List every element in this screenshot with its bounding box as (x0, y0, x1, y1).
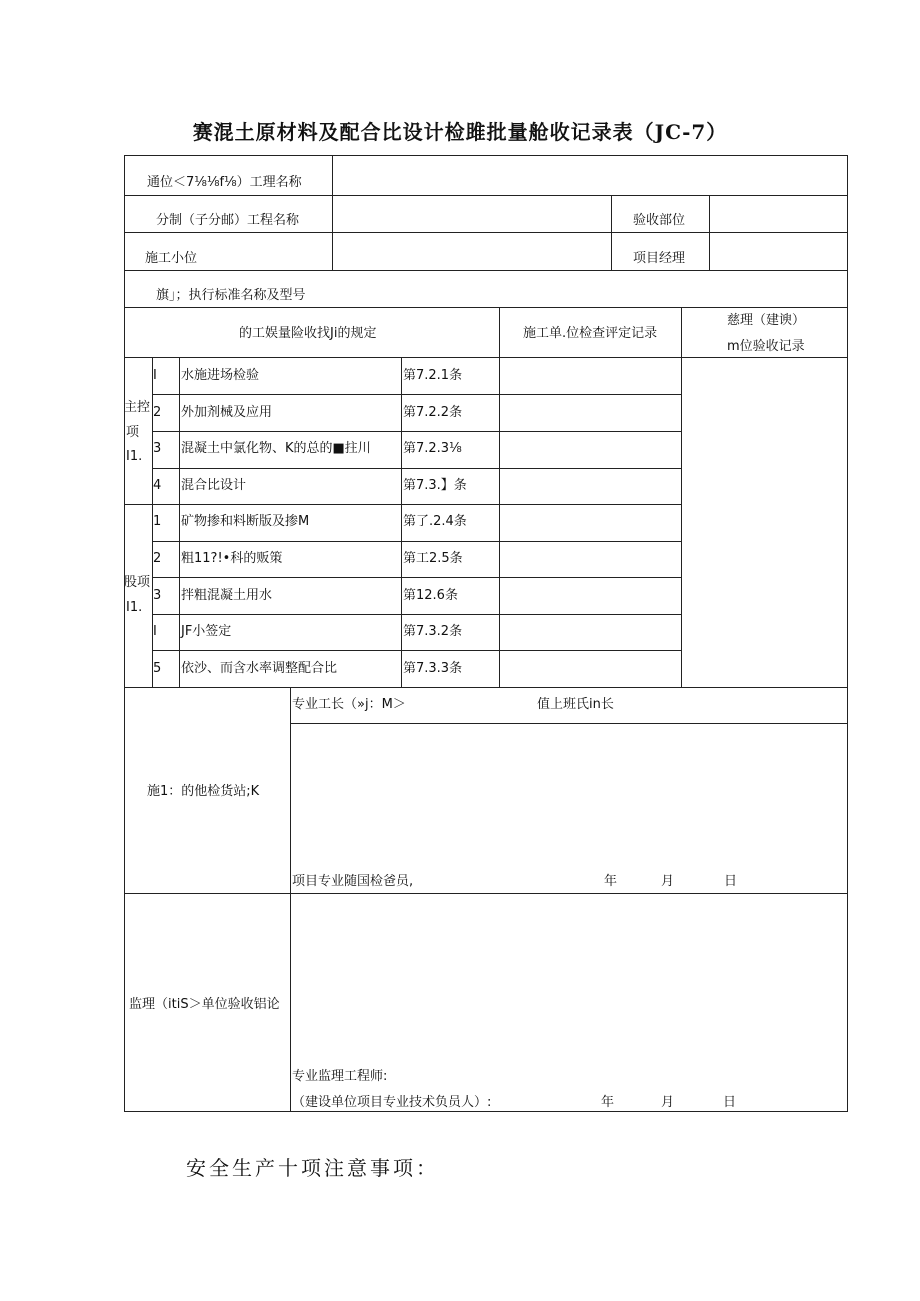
row-rule (124, 195, 848, 196)
supervision-header-line2: m位验收记录 (727, 339, 805, 354)
item-number: 3 (153, 588, 162, 603)
item-name: 矿物掺和料断版及掺M (181, 514, 310, 529)
row-rule (152, 541, 682, 542)
item-number: 3 (153, 441, 162, 456)
foreman-label: 专业工长（»j：M＞ (292, 697, 406, 712)
supervision-month: 月 (661, 1095, 675, 1110)
main-control-label: 项 (126, 425, 140, 440)
item-clause: 第7.3.2条 (403, 624, 463, 639)
inspection-form-table (124, 155, 848, 1112)
sub-project-label: 分制（子分邮）工程名称 (156, 213, 300, 228)
row-rule (124, 687, 848, 688)
supervision-engineer-label: 专业监理工程师: (292, 1069, 388, 1084)
row-rule (290, 723, 848, 724)
item-number: I (153, 624, 157, 639)
item-name: 拌粗混凝土用水 (181, 588, 273, 603)
row-rule (152, 577, 682, 578)
table-border-right (847, 155, 848, 1112)
item-clause: 第工2.5条 (403, 551, 463, 566)
row-rule (152, 650, 682, 651)
construction-result-label: 施1：的他检货站;K (147, 784, 260, 799)
row-rule (124, 270, 848, 271)
col-rule (332, 232, 333, 270)
main-control-label: 主控 (124, 400, 151, 415)
construction-year: 年 (604, 874, 618, 889)
spec-header: 的工娱量险收找Ji的规定 (239, 326, 377, 341)
supervision-header-line1: 慈理（建谀） (727, 313, 806, 328)
col-rule (681, 307, 682, 687)
item-number: 4 (153, 478, 162, 493)
item-number: 5 (153, 661, 162, 676)
row-rule (124, 357, 848, 358)
owner-representative-label: （建设单位项目专业技术负员人）: (292, 1095, 492, 1110)
col-rule (290, 687, 291, 1112)
row-rule (152, 431, 682, 432)
col-rule (332, 155, 333, 232)
row-rule (124, 232, 848, 233)
construction-day: 日 (724, 874, 738, 889)
col-rule (499, 357, 500, 687)
item-name: 外加剂械及应用 (181, 405, 273, 420)
col-rule (179, 357, 180, 687)
item-name: 混合比设计 (181, 478, 247, 493)
col-rule (709, 195, 710, 270)
construction-check-header: 施工单.位检查评定记录 (523, 326, 658, 341)
item-name: JF小签定 (181, 624, 232, 639)
general-label: 股项 (124, 575, 151, 590)
item-number: 1 (153, 514, 162, 529)
col-rule (611, 195, 612, 270)
acceptance-part-label: 验收部位 (633, 213, 686, 228)
item-clause: 第7.3.】条 (403, 478, 467, 493)
safety-notes-heading: 安全生产十项注意事项： (186, 1156, 439, 1180)
supervision-day: 日 (723, 1095, 737, 1110)
main-control-label: I1. (126, 449, 143, 464)
supervision-result-label: 监理（itiS＞单位验收铝论 (129, 997, 280, 1012)
item-name: 粗11?!•科的贩策 (181, 551, 283, 566)
item-number: 2 (153, 405, 162, 420)
col-rule (499, 307, 500, 357)
item-clause: 第了.2.4条 (403, 514, 467, 529)
table-border-left (124, 155, 125, 1112)
row-rule (124, 893, 848, 894)
general-label: I1. (126, 600, 143, 615)
col-rule (401, 357, 402, 687)
row-rule (124, 504, 682, 505)
item-number: I (153, 368, 157, 383)
item-name: 水施进场检验 (181, 368, 260, 383)
shift-leader-label: 值上班氏in长 (537, 697, 614, 712)
table-border-top (124, 155, 848, 156)
project-manager-label: 项目经理 (633, 251, 686, 266)
row-rule (152, 468, 682, 469)
row-rule (124, 307, 848, 308)
standard-label: 旗」；执行标准名称及型号 (156, 288, 306, 303)
item-clause: 第7.2.2条 (403, 405, 463, 420)
item-clause: 第12.6条 (403, 588, 458, 603)
row-rule (152, 394, 682, 395)
item-clause: 第7.2.3⅛ (403, 441, 462, 456)
item-clause: 第7.2.1条 (403, 368, 463, 383)
item-name: 混凝土中氯化物、K的总的■拄川 (181, 441, 371, 456)
item-name: 依沙、而含水率调整配合比 (181, 661, 338, 676)
supervision-year: 年 (601, 1095, 615, 1110)
unit-project-label: 通位＜7⅛⅛f⅛）工理名称 (147, 175, 302, 190)
row-rule (152, 614, 682, 615)
construction-unit-label: 施工小位 (145, 251, 198, 266)
item-number: 2 (153, 551, 162, 566)
construction-month: 月 (661, 874, 675, 889)
item-clause: 第7.3.3条 (403, 661, 463, 676)
inspector-label: 项目专业随国检爸员, (292, 874, 414, 889)
table-border-bottom (124, 1111, 848, 1112)
form-title: 赛混土原材料及配合比设计检雎批量舱收记录表（JC-7） (192, 120, 728, 144)
